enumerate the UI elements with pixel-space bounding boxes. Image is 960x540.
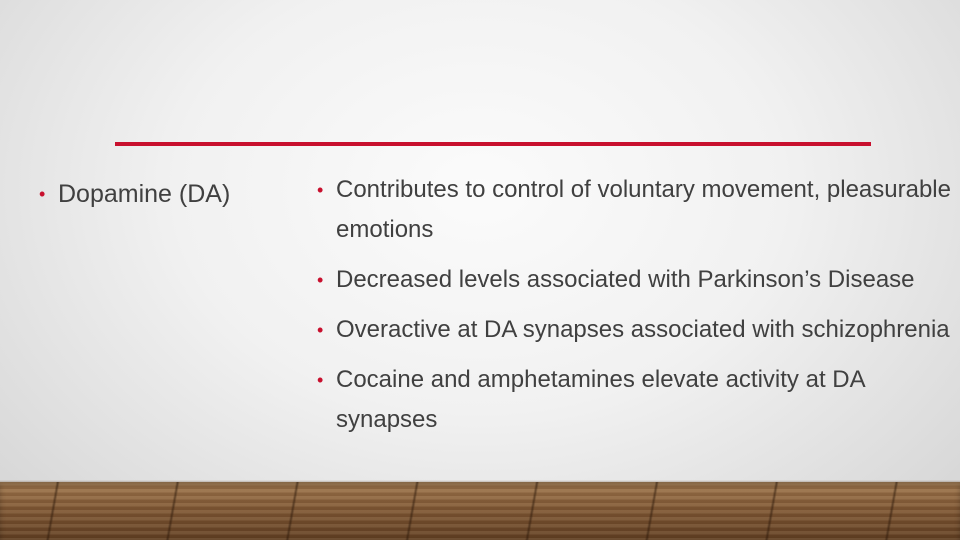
list-item xyxy=(38,175,298,213)
list-item xyxy=(316,310,956,350)
list-item xyxy=(316,260,956,300)
left-bullet-list xyxy=(38,175,298,213)
list-item-text: Overactive at DA synapses associated with schizophrenia xyxy=(336,316,950,343)
bullet-icon: • xyxy=(317,320,324,340)
bullet-icon: • xyxy=(317,180,324,200)
list-item xyxy=(316,360,956,440)
list-item-text: Cocaine and amphetamines elevate activity at DA synapses xyxy=(336,366,865,433)
list-item-text: Dopamine (DA) xyxy=(58,180,231,208)
left-column xyxy=(38,175,298,213)
wood-floor-decoration xyxy=(0,482,960,540)
right-bullet-list xyxy=(316,170,956,440)
title-divider-rule xyxy=(115,142,871,146)
list-item-text: Contributes to control of voluntary movement, pleasurable emotions xyxy=(336,176,951,243)
list-item xyxy=(316,170,956,250)
bullet-icon: • xyxy=(317,270,324,290)
bullet-icon: • xyxy=(317,370,324,390)
list-item-text: Decreased levels associated with Parkinson’s Disease xyxy=(336,266,915,293)
bullet-icon: • xyxy=(39,184,46,204)
right-column xyxy=(316,170,956,450)
